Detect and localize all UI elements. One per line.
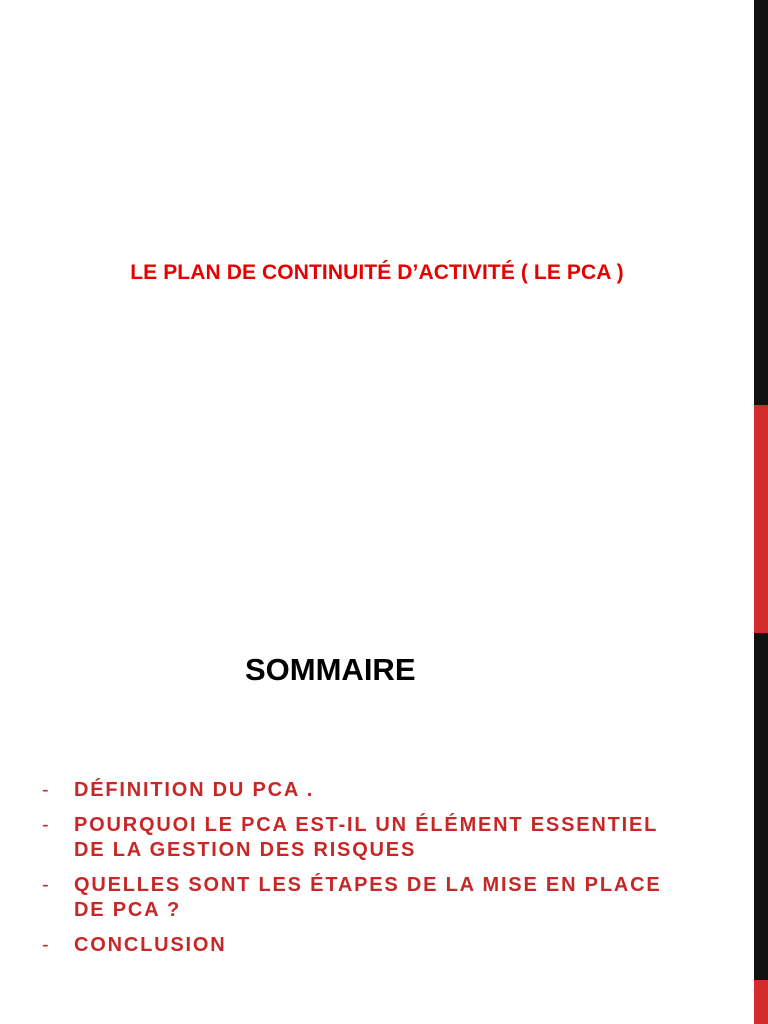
summary-item-label: POURQUOI LE PCA EST-IL UN ÉLÉMENT ESSENTIEL DE LA GESTION DES RISQUES (74, 814, 658, 861)
bullet-dash: - (42, 779, 51, 801)
bullet-dash: - (42, 934, 51, 956)
summary-item-label: QUELLES SONT LES ÉTAPES DE LA MISE EN PLACE DE PCA ? (74, 874, 662, 921)
summary-list (42, 778, 682, 968)
edge-bar-red-accent (754, 980, 768, 1024)
summary-item-importance (42, 813, 682, 863)
edge-bar-red (754, 405, 768, 633)
edge-bar-dark-top (754, 0, 768, 405)
presentation-title: LE PLAN DE CONTINUITÉ D’ACTIVITÉ ( LE PCA ) (130, 261, 624, 284)
slide-title (0, 0, 754, 389)
edge-bar-dark-bottom (754, 633, 768, 1024)
bullet-dash: - (42, 814, 51, 836)
summary-item-label: DÉFINITION DU PCA . (74, 779, 315, 801)
summary-heading: SOMMAIRE (245, 652, 416, 687)
summary-item-label: CONCLUSION (74, 934, 227, 956)
bullet-dash: - (42, 874, 51, 896)
summary-item-definition (42, 778, 682, 803)
summary-item-conclusion (42, 933, 682, 958)
summary-item-steps (42, 873, 682, 923)
